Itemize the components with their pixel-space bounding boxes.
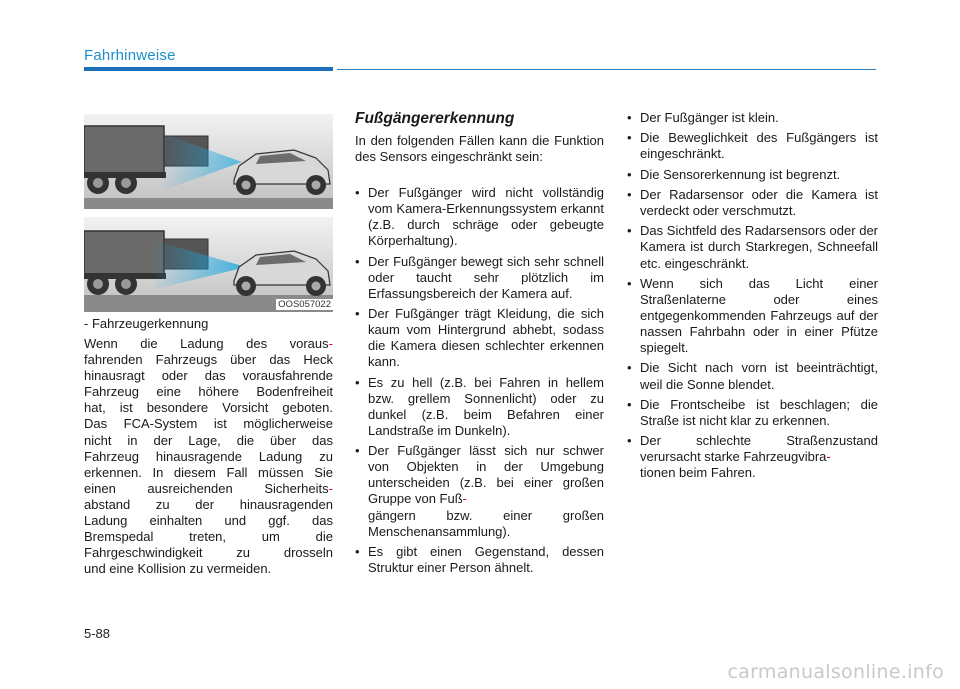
bullet-dot: • <box>355 306 360 322</box>
list-item <box>627 167 878 183</box>
bullet-dot: • <box>627 433 632 449</box>
paragraph-line: nicht in der Lage, die über das <box>84 432 333 448</box>
soft-hyphen: - <box>826 449 831 465</box>
paragraph-line: Wenn die Ladung des voraus- <box>84 336 333 351</box>
list-item <box>627 130 878 162</box>
bullet-dot: • <box>627 110 632 125</box>
header-rule-thin <box>337 69 876 70</box>
list-item-text: Der Fußgänger bewegt sich sehr schnell oder taucht sehr plötzlich im Erfassungsbereich der Kamera auf. <box>368 253 604 301</box>
soft-hyphen: - <box>328 336 333 351</box>
bullet-dot: • <box>355 543 360 559</box>
paragraph-line: und eine Kollision zu vermeiden. <box>84 561 272 577</box>
pedestrian-limitations-list <box>355 185 604 580</box>
list-item <box>355 254 604 302</box>
list-item-text: Der Radarsensor oder die Kamera ist verdeckt oder verschmutzt. <box>640 186 878 219</box>
fca-illustration <box>84 114 333 312</box>
list-item <box>627 276 878 356</box>
paragraph-line: Ladung einhalten und ggf. das <box>84 513 333 529</box>
list-item-text: Wenn sich das Licht einer Straßenlaterne oder eines entgegenkommenden Fahrzeugs auf der nassen Fahrbahn oder in einer Pfütze spiegelt. <box>640 275 878 356</box>
list-item-text: Der Fußgänger wird nicht vollständig vom Kamera-Erkennungssystem erkannt (z.B. durch schräge oder gebeugte Körperhaltung). <box>368 185 604 249</box>
figure-code: OOS057022 <box>278 299 331 310</box>
paragraph-line: abstand zu der hinausragenden <box>84 496 333 512</box>
pedestrian-detection-intro: In den folgenden Fällen kann die Funktion des Sensors eingeschränkt sein: <box>355 133 604 165</box>
list-item-text: Die Beweglichkeit des Fußgängers ist eingeschränkt. <box>640 130 878 162</box>
bullet-dot: • <box>627 275 632 291</box>
bullet-dot: • <box>627 360 632 376</box>
bullet-dot: • <box>355 443 360 459</box>
bullet-dot: • <box>627 130 632 146</box>
paragraph-line: Fahrgeschwindigkeit zu drosseln <box>84 545 333 561</box>
list-item <box>355 544 604 576</box>
vehicle-detection-paragraph <box>84 336 333 577</box>
list-item <box>627 110 878 126</box>
section-header: Fahrhinweise <box>84 47 176 64</box>
list-item-text-continued: tionen beim Fahren. <box>640 465 756 481</box>
list-item <box>355 306 604 370</box>
list-item <box>627 433 878 481</box>
list-item-text: Das Sichtfeld des Radarsensors oder der Kamera ist durch Starkregen, Schneefall etc. eingeschränkt. <box>640 223 878 271</box>
sensor-limitations-list <box>627 110 878 486</box>
list-item <box>627 397 878 429</box>
paragraph-line: hat, ist besondere Vorsicht geboten. <box>84 400 333 416</box>
list-item-text: Die Frontscheibe ist beschlagen; die Straße ist nicht klar zu erkennen. <box>640 396 878 428</box>
list-item-text: Der Fußgänger trägt Kleidung, die sich kaum vom Hintergrund abhebt, sodass die Kamera diesen schlechter erkennen kann. <box>368 306 604 370</box>
paragraph-line: Fahrzeug hinausragende Ladung zu <box>84 448 333 464</box>
bullet-dot: • <box>355 253 360 269</box>
list-item <box>355 185 604 249</box>
bullet-dot: • <box>627 166 632 182</box>
page-number: 5-88 <box>84 626 111 641</box>
fca-illustration-drawing <box>84 114 333 312</box>
paragraph-line: hinausragt oder das vorausfahrende <box>84 368 333 384</box>
list-item <box>627 223 878 271</box>
paragraph-line: Fahrzeug eine höhere Bodenfreiheit <box>84 384 333 400</box>
list-item-text: Es zu hell (z.B. bei Fahren in hellem bzw. grellem Sonnenlicht) oder zu dunkel (z.B. beim Befahren einer Landstraße im Dunkeln). <box>368 374 604 438</box>
bullet-dot: • <box>627 186 632 202</box>
panel-top <box>84 114 333 209</box>
paragraph-line: Das FCA-System ist möglicherweise <box>84 416 333 432</box>
list-item <box>627 360 878 392</box>
bullet-dot: • <box>627 396 632 412</box>
panel-bottom <box>84 217 333 312</box>
bullet-dot: • <box>355 185 360 200</box>
bullet-dot: • <box>627 223 632 239</box>
pedestrian-detection-title: Fußgängererkennung <box>355 110 515 127</box>
header-rule-thick <box>84 67 333 71</box>
paragraph-line: erkennen. In diesem Fall müssen Sie <box>84 464 333 480</box>
list-item-text: Die Sensorerkennung ist begrenzt. <box>640 166 841 182</box>
list-item-text: Der schlechte Straßenzustand verursacht starke Fahrzeugvibra <box>640 433 878 465</box>
list-item <box>627 187 878 219</box>
paragraph-line: einen ausreichenden Sicherheits- <box>84 480 333 496</box>
list-item-text: Die Sicht nach vorn ist beeinträchtigt, weil die Sonne blendet. <box>640 360 878 392</box>
watermark: carmanualsonline.info <box>727 661 944 683</box>
list-item-text: Der Fußgänger ist klein. <box>640 110 779 125</box>
paragraph-line: Bremspedal treten, um die <box>84 529 333 545</box>
paragraph-line: fahrenden Fahrzeugs über das Heck <box>84 352 333 368</box>
list-item-text-continued: gängern bzw. einer großen Menschenansammlung). <box>368 507 604 539</box>
list-item <box>355 443 604 540</box>
list-item-text: Es gibt einen Gegenstand, dessen Struktur einer Person ähnelt. <box>368 543 604 575</box>
vehicle-detection-subheading: - Fahrzeugerkennung <box>84 316 209 331</box>
list-item <box>355 375 604 439</box>
soft-hyphen: - <box>462 491 467 507</box>
bullet-dot: • <box>355 374 360 390</box>
list-item-text: Der Fußgänger lässt sich nur schwer von Objekten in der Umgebung unterscheiden (z.B. bei einer großen Gruppe von Fuß <box>368 443 604 507</box>
soft-hyphen: - <box>328 480 333 496</box>
